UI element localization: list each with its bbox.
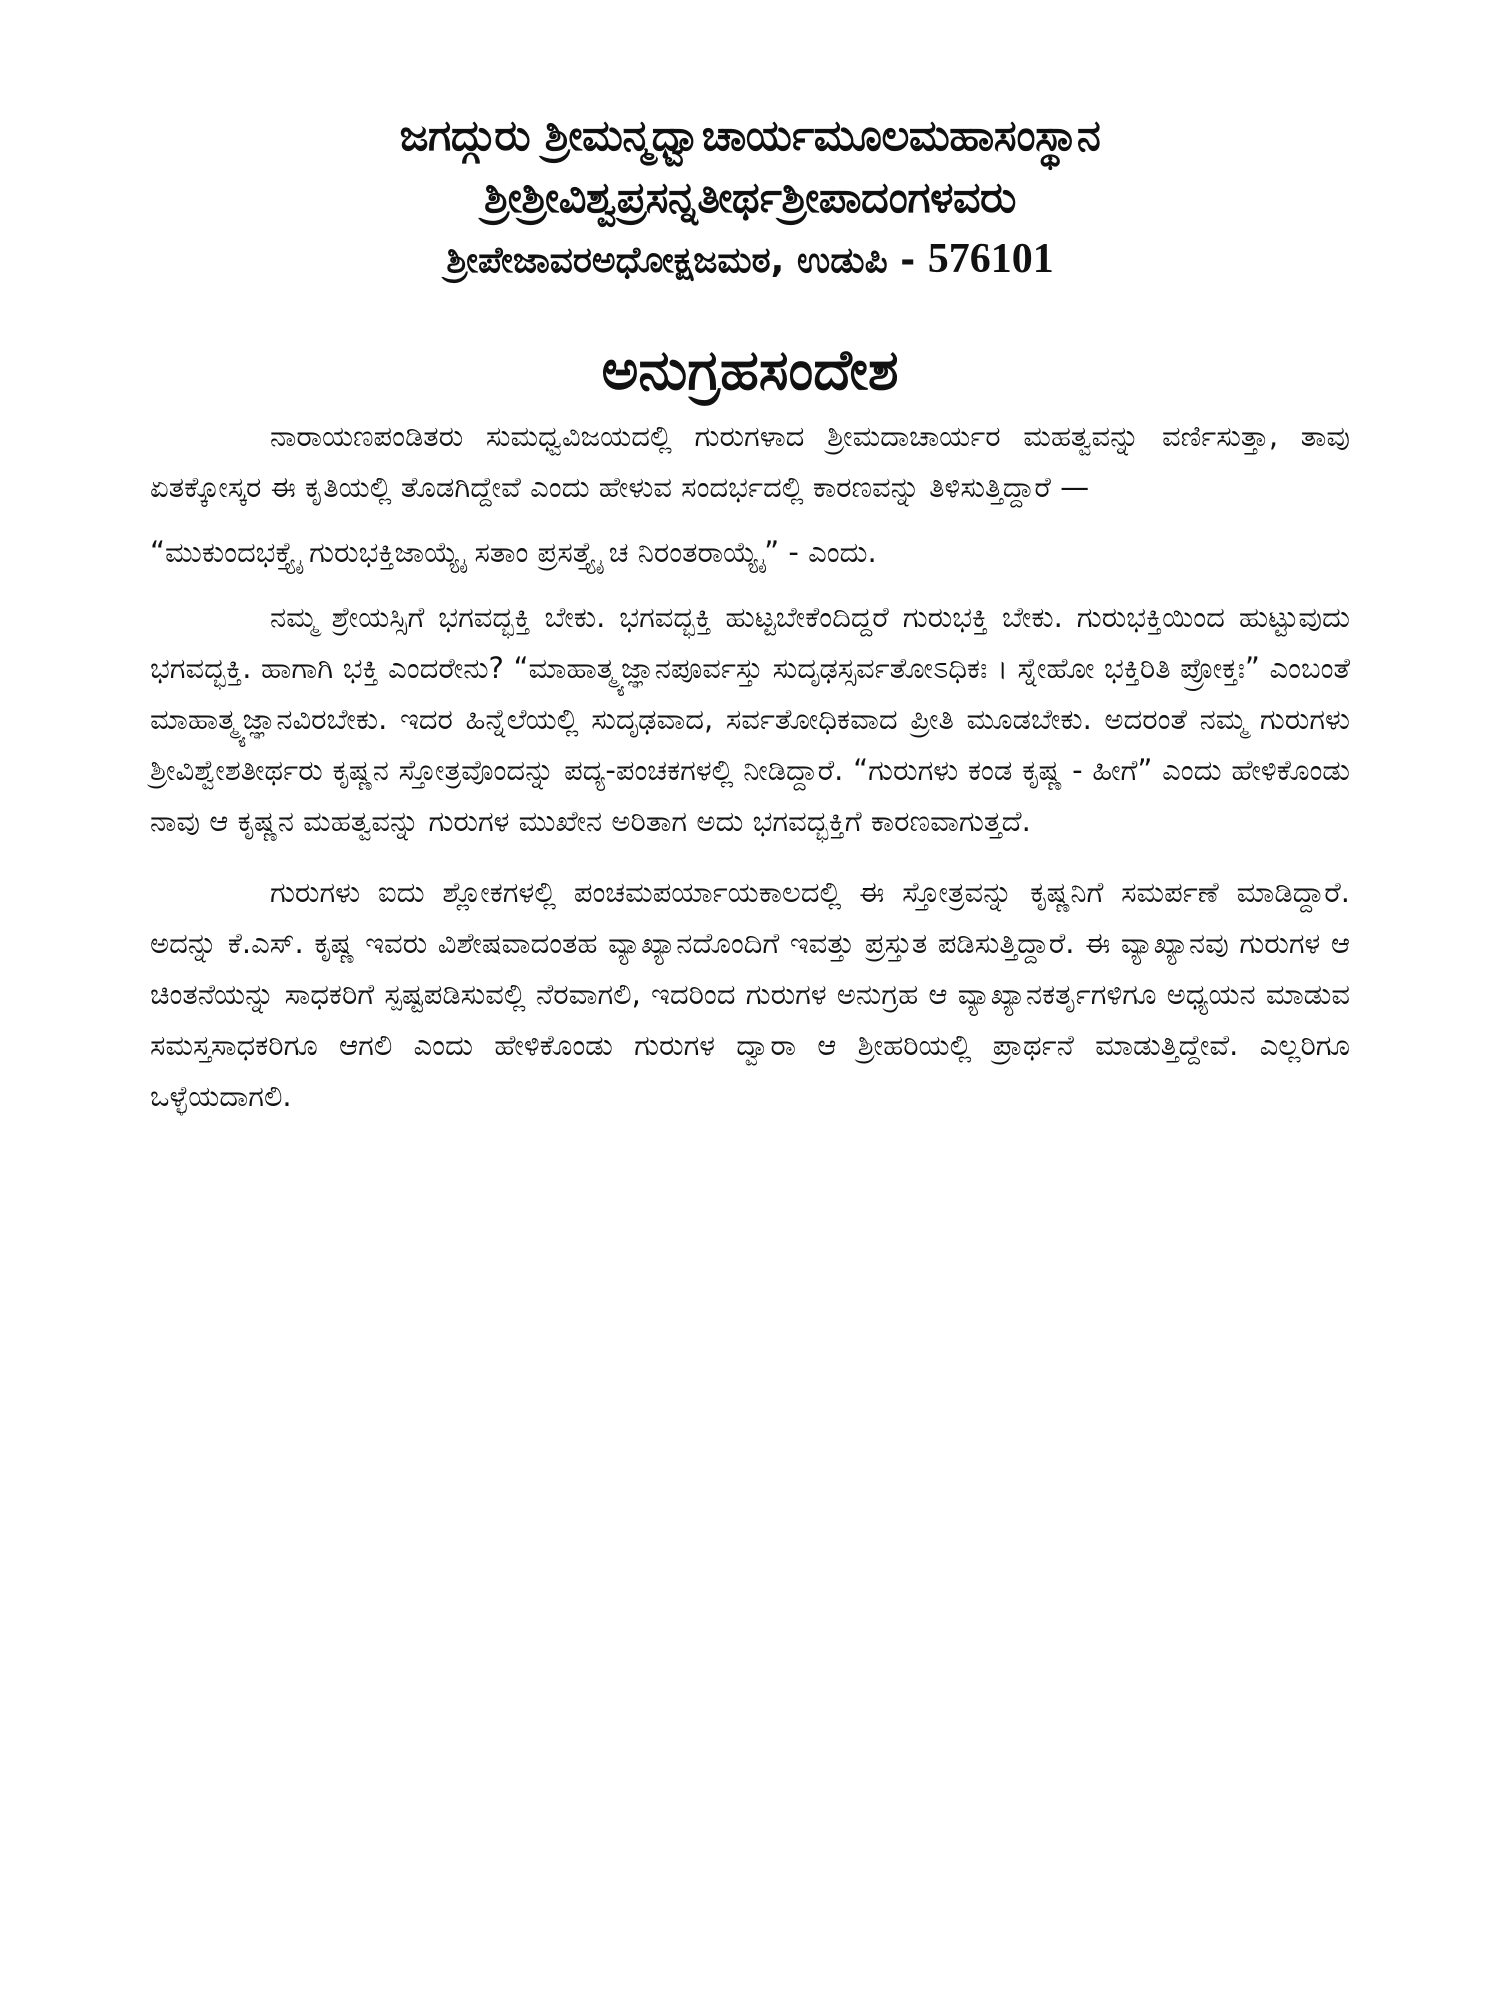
- letterhead: [150, 105, 1350, 291]
- page-title: ಅನುಗ್ರಹಸಂದೇಶ: [601, 338, 899, 403]
- header-line-address: [150, 229, 1350, 291]
- paragraph-1: ನಾರಾಯಣಪಂಡಿತರು ಸುಮಧ್ವವಿಜಯದಲ್ಲಿ ಗುರುಗಳಾದ ಶ್ರೀಮದಾಚಾರ್ಯರ ಮಹತ್ವವನ್ನು ವರ್ಣಿಸುತ್ತಾ, ತಾವು ಏತಕ್ಕೋಸ್ಕರ ಈ ಕೃತಿಯಲ್ಲಿ ತೊಡಗಿದ್ದೇವೆ ಎಂದು ಹೇಳುವ ಸಂದರ್ಭದಲ್ಲಿ ಕಾರಣವನ್ನು ತಿಳಿಸುತ್ತಿದ್ದಾರೆ —: [150, 419, 1350, 504]
- message-body: [150, 411, 1350, 1122]
- header-line-swamiji: ಶ್ರೀಶ್ರೀವಿಶ್ವಪ್ರಸನ್ನತೀರ್ಥಶ್ರೀಪಾದಂಗಳವರು: [484, 173, 1016, 223]
- address-text: ಶ್ರೀಪೇಜಾವರಅಧೋಕ್ಷಜಮಠ, ಉಡುಪಿ -: [446, 240, 928, 281]
- verse-quote: “ಮುಕುಂದಭಕ್ತ್ಯೈ ಗುರುಭಕ್ತಿಜಾಯ್ಯೈ ಸತಾಂ ಪ್ರಸತ್ತ್ಯೈ ಚ ನಿರಂತರಾಯ್ಯೈ” - ಎಂದು.: [150, 535, 877, 569]
- paragraph-3: ಗುರುಗಳು ಐದು ಶ್ಲೋಕಗಳಲ್ಲಿ ಪಂಚಮಪರ್ಯಾಯಕಾಲದಲ್ಲಿ ಈ ಸ್ತೋತ್ರವನ್ನು ಕೃಷ್ಣನಿಗೆ ಸಮರ್ಪಣೆ ಮಾಡಿದ್ದಾರೆ. ಅದನ್ನು ಕೆ.ಎಸ್. ಕೃಷ್ಣ ಇವರು ವಿಶೇಷವಾದಂತಹ ವ್ಯಾಖ್ಯಾನದೊಂದಿಗೆ ಇವತ್ತು ಪ್ರಸ್ತುತ ಪಡಿಸುತ್ತಿದ್ದಾರೆ. ಈ ವ್ಯಾಖ್ಯಾನವು ಗುರುಗಳ ಆ ಚಿಂತನೆಯನ್ನು ಸಾಧಕರಿಗೆ ಸ್ಪಷ್ಟಪಡಿಸುವಲ್ಲಿ ನೆರವಾಗಲಿ, ಇದರಿಂದ ಗುರುಗಳ ಅನುಗ್ರಹ ಆ ವ್ಯಾಖ್ಯಾನಕರ್ತೃಗಳಿಗೂ ಅಧ್ಯಯನ ಮಾಡುವ ಸಮಸ್ತಸಾಧಕರಿಗೂ ಆಗಲಿ ಎಂದು ಹೇಳಿಕೊಂಡು ಗುರುಗಳ ದ್ವಾರಾ ಆ ಶ್ರೀಹರಿಯಲ್ಲಿ ಪ್ರಾರ್ಥನೆ ಮಾಡುತ್ತಿದ್ದೇವೆ. ಎಲ್ಲರಿಗೂ ಒಳ್ಳೆಯದಾಗಲಿ.: [150, 875, 1350, 1113]
- pin-code: 576101: [927, 236, 1054, 282]
- paragraph-2: ನಮ್ಮ ಶ್ರೇಯಸ್ಸಿಗೆ ಭಗವದ್ಭಕ್ತಿ ಬೇಕು. ಭಗವದ್ಭಕ್ತಿ ಹುಟ್ಟಬೇಕೆಂದಿದ್ದರೆ ಗುರುಭಕ್ತಿ ಬೇಕು. ಗುರುಭಕ್ತಿಯಿಂದ ಹುಟ್ಟುವುದು ಭಗವದ್ಭಕ್ತಿ. ಹಾಗಾಗಿ ಭಕ್ತಿ ಎಂದರೇನು? “ಮಾಹಾತ್ಮ್ಯಜ್ಞಾನಪೂರ್ವಸ್ತು ಸುದೃಢಸ್ಸರ್ವತೋಽಧಿಕಃ । ಸ್ನೇಹೋ ಭಕ್ತಿರಿತಿ ಪ್ರೋಕ್ತಃ” ಎಂಬಂತೆ ಮಾಹಾತ್ಮ್ಯಜ್ಞಾನವಿರಬೇಕು. ಇದರ ಹಿನ್ನೆಲೆಯಲ್ಲಿ ಸುದೃಢವಾದ, ಸರ್ವತೋಧಿಕವಾದ ಪ್ರೀತಿ ಮೂಡಬೇಕು. ಅದರಂತೆ ನಮ್ಮ ಗುರುಗಳು ಶ್ರೀವಿಶ್ವೇಶತೀರ್ಥರು ಕೃಷ್ಣನ ಸ್ತೋತ್ರವೊಂದನ್ನು ಪದ್ಯ-ಪಂಚಕಗಳಲ್ಲಿ ನೀಡಿದ್ದಾರೆ. “ಗುರುಗಳು ಕಂಡ ಕೃಷ್ಣ - ಹೀಗೆ” ಎಂದು ಹೇಳಿಕೊಂಡು ನಾವು ಆ ಕೃಷ್ಣನ ಮಹತ್ವವನ್ನು ಗುರುಗಳ ಮುಖೇನ ಅರಿತಾಗ ಅದು ಭಗವದ್ಭಕ್ತಿಗೆ ಕಾರಣವಾಗುತ್ತದೆ.: [150, 600, 1350, 838]
- header-line-institution: ಜಗದ್ಗುರು ಶ್ರೀಮನ್ಮಧ್ವಾಚಾರ್ಯಮೂಲಮಹಾಸಂಸ್ಥಾನ: [399, 111, 1101, 161]
